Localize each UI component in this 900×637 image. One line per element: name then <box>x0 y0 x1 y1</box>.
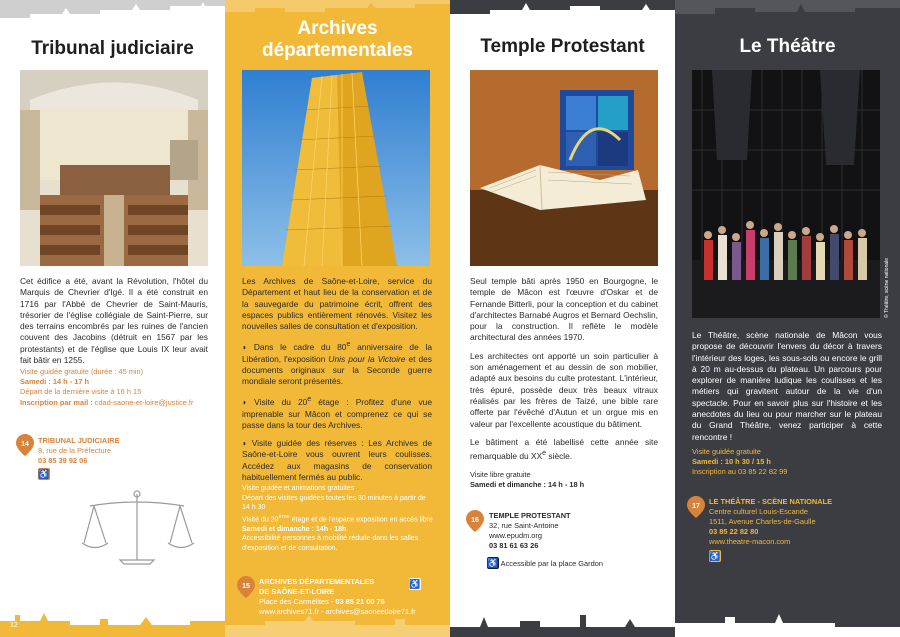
archives-p2: ◗ Dans le cadre du 80e anniversaire de la Libération, l'exposition Unis pour la Victoire et des documents originaux sur la Seconde guerre mondiale seront présentés. <box>242 341 433 387</box>
address-street: 32, rue Saint-Antoine <box>489 521 559 530</box>
address-name: LE THÉÂTRE - SCÈNE NATIONALE <box>709 497 833 506</box>
signup-label: Inscription par mail : <box>20 397 93 407</box>
address-name: TEMPLE PROTESTANT <box>489 511 571 520</box>
address-line2: 1511, Avenue Charles-de-Gaulle <box>709 517 816 526</box>
visit-date: Samedi : 14 h - 17 h <box>20 377 90 387</box>
tribunal-address <box>38 436 218 480</box>
accessibility-icon: ♿ <box>38 469 50 479</box>
skyline-decoration <box>675 611 900 637</box>
archives-description <box>242 276 432 490</box>
page-number: 12 <box>10 622 18 629</box>
address-name-line2: DE SAÔNE-ET-LOIRE <box>259 587 335 596</box>
location-pin-icon <box>237 576 255 598</box>
accessibility-icon: ♿ <box>487 558 499 568</box>
accessibility-icon: ♿ <box>409 579 421 589</box>
visit-date: Samedi et dimanche : 14 h - 18 h <box>470 480 585 490</box>
column-temple <box>450 0 675 637</box>
location-pin-icon <box>687 496 705 518</box>
theatre-address <box>709 497 895 562</box>
skyline-decoration <box>450 0 675 22</box>
accessibility-icon: ♿ <box>709 551 721 561</box>
skyline-decoration <box>225 611 450 637</box>
temple-bible-photo <box>470 70 658 266</box>
archives-title <box>225 18 450 62</box>
address-street: 8, rue de la Préfecture <box>38 446 112 455</box>
location-pin-icon <box>16 434 34 456</box>
archives-tower-photo <box>242 70 430 266</box>
theatre-description: Le Théâtre, scène nationale de Mâcon vous propose de découvrir l'envers du décor à travers l'intérieur des loges, les sous-sols ou encore le grill à 20 m au-dessus du plateau. Un parcours pour explorer de manière ludique les coulisses et les métiers qui gravitent autour de la vie d'un spectacle. Pour en savoir plus sur l'histoire et les anecdotes du lieu ou pour marcher sur le plateau du Grand Théâtre, venez participer à cette rencontre ! <box>692 330 882 442</box>
tribunal-courtroom-photo <box>20 70 208 266</box>
visit-last-departure: Départ de la dernière visite à 16 h 15 <box>20 387 142 397</box>
column-theatre <box>675 0 900 637</box>
address-street: Place des Carmélites - 03 85 21 00 76 <box>259 597 385 606</box>
skyline-decoration <box>0 0 225 22</box>
column-tribunal <box>0 0 225 637</box>
temple-p3: Le bâtiment a été labellisé cette année site remarquable du XXe siècle. <box>470 436 658 461</box>
temple-access-note <box>487 557 603 569</box>
address-web[interactable]: www.archives71.fr - archives@saoneetloire71.fr <box>259 607 416 616</box>
temple-p1: Seul temple bâti après 1950 en Bourgogne, le temple de Mâcon est l'œuvre d'Oskar et de Fernande Bitterli, pour la conception et du cabinet d'architectes Barnabé Augros et Bernard Oechslin, pour la construction. Il reflète le modèle architectural des années 1970. <box>470 276 658 343</box>
skyline-decoration <box>450 611 675 637</box>
address-web[interactable]: www.epudm.org <box>489 531 542 540</box>
temple-p2: Les architectes ont apporté un soin particulier à son aménagement et au dessin de son mobilier, adapté aux besoins du culte protestant. L'intérieur, très épuré, possède deux très beaux vitraux réalisés par les frères de Taizé, une bible rare offerte par l'évêché d'Autun et un orgue mis en valeur par l'excellente acoustique du bâtiment. <box>470 350 658 429</box>
theatre-title: Le Théâtre <box>739 36 836 57</box>
access-note-text: Accessible par la place Gardon <box>500 559 603 568</box>
pin-number: 17 <box>692 503 700 510</box>
address-name: TRIBUNAL JUDICIAIRE <box>38 436 120 445</box>
visit-date: Samedi : 10 h 30 / 15 h <box>692 457 771 467</box>
address-phone: 03 85 21 00 76 <box>335 597 385 606</box>
visit-departures: Départ des visites guidées toutes les 30 minutes à partir de 14 h 30 <box>242 494 426 512</box>
visit-type: Visite guidée gratuite <box>692 447 761 456</box>
address-phone: 03 85 39 92 06 <box>38 456 88 465</box>
pin-number: 15 <box>242 583 250 590</box>
tribunal-visit-info <box>20 367 210 408</box>
visit-type: Visite libre gratuite <box>470 470 531 479</box>
theatre-visit-info <box>692 447 882 478</box>
pin-number: 14 <box>21 441 29 448</box>
tribunal-description: Cet édifice a été, avant la Révolution, l'hôtel du Marquis de Chevrier d'Igé. Il a été construit en 1716 par l'Abbé de Chevrier de Saint-Mauris, trésorier de l'église collégiale de Saint-Pierre, sur des terrains encombrés par les ruines de l'ancien couvent des Jacobins (détruit en 1567 par les protestants) et de l'église que Louis IX leur avait fait bâtir en 1255. <box>20 276 208 366</box>
visit-type: Visite guidée gratuite (durée : 45 min) <box>20 367 144 376</box>
visit-signup: Inscription au 03 85 22 82 99 <box>692 467 788 477</box>
address-phone: 03 85 22 82 80 <box>709 527 759 536</box>
archives-visit-info <box>242 484 434 553</box>
visit-type: Visite guidée et animations gratuites <box>242 485 355 492</box>
archives-p3: ◗ Visite du 20e étage : Profitez d'une vue imprenable sur Mâcon et comprenez ce qui se passe dans la tour des Archives. <box>242 396 432 430</box>
visit-date: Samedi et dimanche : 14h - 18h <box>242 525 347 533</box>
skyline-decoration <box>675 0 900 22</box>
temple-description <box>470 276 658 469</box>
page-number: 13 <box>882 622 890 629</box>
temple-address <box>489 511 669 551</box>
signup-email[interactable]: cdad-saone-et-loire@justice.fr <box>94 397 194 407</box>
visit-floor: Visite du 20ème étage et de l'espace exposition en accès libre <box>242 513 433 524</box>
column-archives <box>225 0 450 637</box>
tribunal-title: Tribunal judiciaire <box>31 38 194 59</box>
temple-title: Temple Protestant <box>480 36 645 57</box>
address-name-line1: ARCHIVES DÉPARTEMENTALES <box>259 577 375 586</box>
archives-title-line2: départementales <box>261 40 413 61</box>
address-web[interactable]: www.theatre-macon.com <box>709 537 791 546</box>
archives-p4: ◗ Visite guidée des réserves : Les Archives de Saône-et-Loire vous ouvrent leurs coulisses. Accédez aux magasins de conservation habituellement fermés au public. <box>242 438 433 483</box>
archives-p1: Les Archives de Saône-et-Loire, service du Département et haut lieu de la conservation et de la sauvegarde du patrimoine écrit, offrent des espaces publics entièrement rénovés. Visitez les nouvelles salles de consultation et d'exposition. <box>242 276 432 332</box>
pin-number: 16 <box>471 517 479 524</box>
location-pin-icon <box>466 510 484 532</box>
address-phone: 03 81 61 63 26 <box>489 541 539 550</box>
justice-scales-icon <box>80 488 195 568</box>
archives-title-line1: Archives <box>297 18 378 39</box>
address-line1: Centre culturel Louis-Escande <box>709 507 809 516</box>
theatre-backstage-photo <box>692 70 880 318</box>
skyline-decoration <box>0 611 225 637</box>
temple-visit-info <box>470 470 660 490</box>
visit-accessibility: Accessibilité personnes à mobilité réduite dans les salles d'exposition et de consultation. <box>242 535 419 552</box>
photo-credit: © Théâtre, scène nationale <box>884 257 890 318</box>
visit-signup <box>20 398 210 408</box>
